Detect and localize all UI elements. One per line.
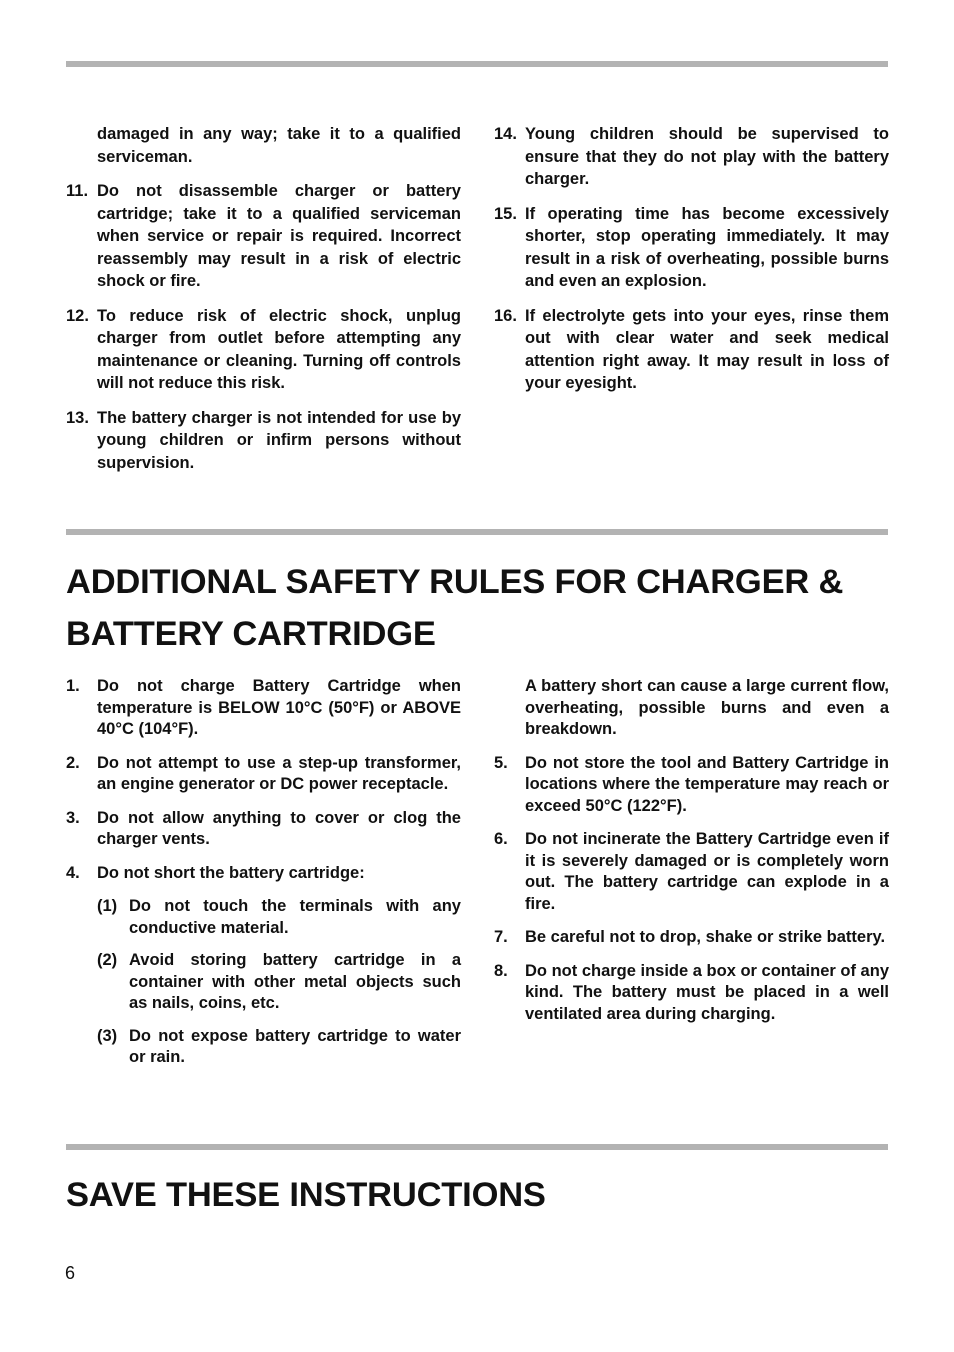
section-rule [66, 529, 888, 535]
rule-item-2 [66, 753, 461, 796]
item-number: 7. [494, 928, 508, 946]
top-left-column [66, 123, 461, 486]
top-rule [66, 61, 888, 67]
section-title-save-instructions: SAVE THESE INSTRUCTIONS [66, 1176, 546, 1214]
top-right-column [494, 123, 889, 407]
rule-item-4 [66, 863, 461, 885]
item-text: Young children should be supervised to ensure that they do not play with the battery charger. [525, 125, 889, 188]
list-item-14 [494, 123, 889, 191]
rule-item-3 [66, 808, 461, 851]
list-item-13 [66, 407, 461, 475]
item-number: 5. [494, 753, 508, 772]
rule-item-5 [494, 753, 889, 818]
rule-item-6 [494, 829, 889, 915]
item-text: Do not allow anything to cover or clog the charger vents. [97, 808, 461, 848]
rule-item-7 [494, 927, 889, 949]
section-title-additional-safety [66, 556, 843, 660]
item-text: If operating time has become excessively shorter, stop operating immediately. It may result in a risk of overheating, possible burns and even an explosion. [525, 204, 889, 290]
sub-item-2 [66, 950, 461, 1015]
item-text: Do not charge Battery Cartridge when temperature is BELOW 10°C (50°F) or ABOVE 40°C (104°F). [97, 677, 461, 738]
title-line-2: BATTERY CARTRIDGE [66, 615, 436, 653]
item-number: 15. [494, 204, 517, 223]
list-item-continuation: damaged in any way; take it to a qualified serviceman. [97, 125, 461, 166]
rules-left-column [66, 676, 461, 1080]
sub-item-text: Do not expose battery cartridge to water or rain. [129, 1026, 461, 1066]
item-number: 16. [494, 306, 517, 325]
rule-item-4-continuation: A battery short can cause a large current flow, overheating, possible burns and even a breakdown. [525, 677, 889, 738]
sub-item-text: Do not touch the terminals with any conductive material. [129, 897, 461, 937]
item-text: Do not attempt to use a step-up transformer, an engine generator or DC power receptacle. [97, 753, 461, 793]
item-number: 6. [494, 830, 508, 848]
item-number: 3. [66, 808, 80, 827]
title-line-1: ADDITIONAL SAFETY RULES FOR CHARGER & [66, 563, 844, 601]
item-number: 14. [494, 125, 517, 143]
item-number: 13. [66, 408, 89, 427]
item-text: Do not short the battery cartridge: [97, 863, 365, 882]
sub-item-number: (1) [97, 897, 118, 915]
item-text: The battery charger is not intended for use by young children or infirm persons without supervision. [97, 408, 461, 472]
item-text: Do not charge inside a box or container of any kind. The battery must be placed in a well ventilated area during charging. [525, 961, 889, 1023]
item-number: 12. [66, 306, 89, 325]
item-number: 1. [66, 677, 80, 695]
page-number: 6 [65, 1263, 76, 1283]
sub-item-text: Avoid storing battery cartridge in a container with other metal objects such as nails, coins, etc. [129, 951, 461, 1012]
item-number: 8. [494, 961, 508, 980]
item-number: 11. [66, 182, 89, 200]
item-number: 2. [66, 753, 80, 772]
item-number: 4. [66, 863, 80, 882]
rule-item-1 [66, 676, 461, 741]
item-text: If electrolyte gets into your eyes, rinse them out with clear water and seek medical attention right away. It may result in loss of your eyesight. [525, 306, 889, 392]
rule-item-8 [494, 961, 889, 1026]
sub-item-number: (3) [97, 1026, 118, 1045]
item-text: Do not store the tool and Battery Cartridge in locations where the temperature may reach or exceed 50°C (122°F). [525, 753, 889, 815]
section-rule-2 [66, 1144, 888, 1150]
sub-item-number: (2) [97, 951, 118, 969]
list-item-11 [66, 180, 461, 293]
item-text: Be careful not to drop, shake or strike battery. [525, 928, 886, 946]
sub-item-1 [66, 896, 461, 939]
list-item-16 [494, 305, 889, 395]
item-text: Do not disassemble charger or battery cartridge; take it to a qualified serviceman when service or repair is required. Incorrect reassembly may result in a risk of electric shock or fire. [97, 182, 461, 290]
item-text: Do not incinerate the Battery Cartridge even if it is severely damaged or is completely worn out. The battery cartridge can explode in a fire. [525, 830, 889, 913]
rules-right-column [494, 676, 889, 1037]
list-item-12 [66, 305, 461, 395]
item-text: To reduce risk of electric shock, unplug charger from outlet before attempting any maintenance or cleaning. Turning off controls will not reduce this risk. [97, 306, 461, 392]
list-item-15 [494, 203, 889, 293]
sub-item-3 [66, 1026, 461, 1069]
